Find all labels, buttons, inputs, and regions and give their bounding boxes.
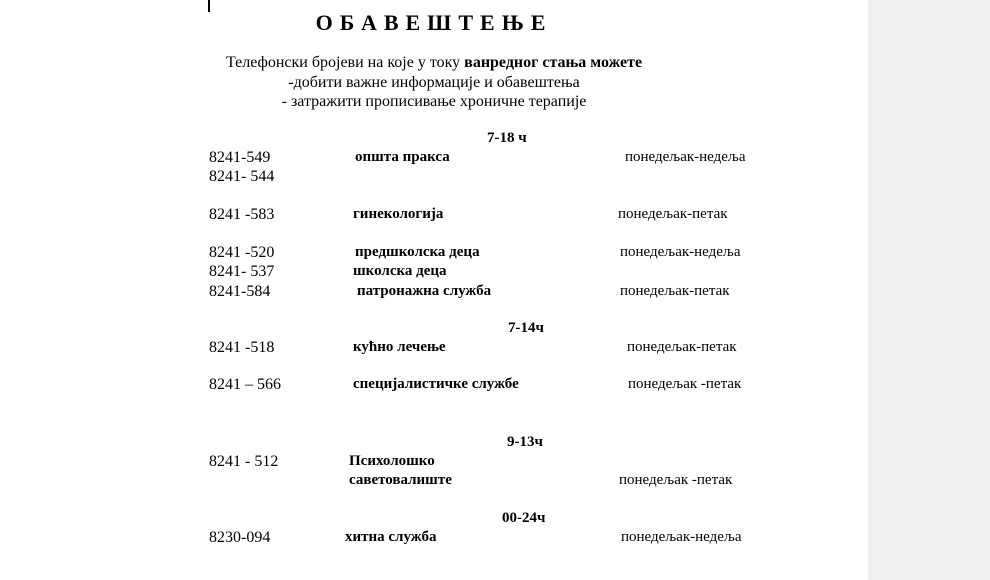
- phone-number: 8241-549: [209, 149, 271, 166]
- phone-number: 8241 - 512: [209, 453, 279, 470]
- working-days: понедељак-петак: [620, 283, 730, 299]
- intro-line-1: [0, 54, 868, 72]
- phone-number: 8241- 537: [209, 263, 275, 280]
- service-name: општа пракса: [355, 149, 450, 165]
- service-name: школска деца: [353, 263, 447, 279]
- phone-number: 8241 -520: [209, 244, 275, 261]
- intro-line-3: - затражити прописивање хроничне терапије: [281, 93, 587, 110]
- phone-number: 8241 – 566: [209, 376, 281, 393]
- service-name: предшколска деца: [355, 244, 480, 260]
- section-hours-header: 9-13ч: [507, 434, 543, 450]
- phone-number: 8241-584: [209, 283, 271, 300]
- working-days: понедељак-петак: [618, 206, 728, 222]
- intro-line-1-normal: Телефонски бројеви на које у току: [225, 54, 465, 71]
- phone-number: 8230-094: [209, 529, 271, 546]
- section-hours-header: 7-18 ч: [487, 130, 527, 146]
- page-title: ОБАВЕШТЕЊЕ: [315, 10, 553, 35]
- service-name: патронажна служба: [357, 283, 492, 299]
- service-name: кућно лечење: [353, 339, 446, 355]
- working-days: понедељак-недеља: [621, 529, 742, 545]
- service-name: гинекологија: [353, 206, 444, 222]
- working-days: понедељак-петак: [627, 339, 737, 355]
- working-days: понедељак -петак: [619, 472, 733, 488]
- service-name: Психолошко: [349, 453, 435, 469]
- phone-number: 8241 -518: [209, 339, 275, 356]
- phone-number: 8241- 544: [209, 168, 275, 185]
- section-hours-header: 00-24ч: [502, 510, 546, 526]
- working-days: понедељак -петак: [628, 376, 742, 392]
- right-gray-margin: [868, 0, 990, 580]
- working-days: понедељак-недеља: [625, 149, 746, 165]
- intro-line-2: -добити важне информације и обавештења: [288, 74, 580, 91]
- phone-number: 8241 -583: [209, 206, 275, 223]
- service-name: специјалистичке службе: [353, 376, 519, 392]
- working-days: понедељак-недеља: [620, 244, 741, 260]
- service-name: хитна служба: [345, 529, 437, 545]
- service-name-line-2: саветовалиште: [349, 472, 452, 488]
- section-hours-header: 7-14ч: [508, 320, 544, 336]
- intro-line-1-bold: ванредног стања можете: [464, 54, 643, 71]
